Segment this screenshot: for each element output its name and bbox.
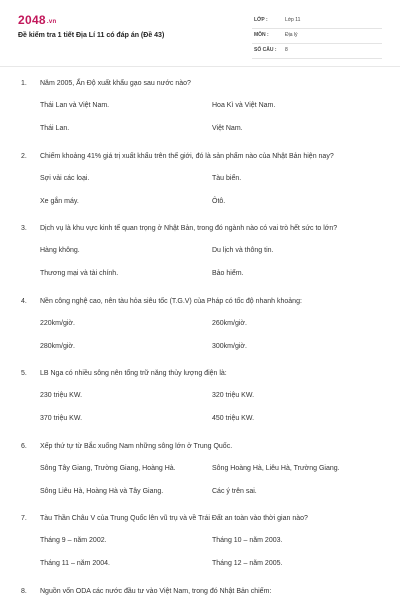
question-item xyxy=(0,588,400,600)
answer-option[interactable]: Tàu biển. xyxy=(212,174,242,182)
meta-value: 8 xyxy=(285,47,288,53)
question-text: LB Nga có nhiều sông nên tổng trữ năng thủy lượng điện là: xyxy=(40,370,227,377)
header xyxy=(0,0,400,62)
header-divider xyxy=(0,66,400,67)
answer-option[interactable]: Thái Lan. xyxy=(40,125,70,132)
answer-option[interactable]: 450 triệu KW. xyxy=(212,415,255,422)
question-text: Tàu Thần Châu V của Trung Quốc lên vũ trụ và về Trái Đất an toàn vào thời gian nào? xyxy=(40,515,308,522)
question-text: Chiếm khoảng 41% giá trị xuất khẩu trên thế giới, đó là sản phẩm nào của Nhật Bản hiện nay? xyxy=(40,152,334,160)
answer-option[interactable]: 260km/giờ. xyxy=(212,319,247,327)
question-number: 5. xyxy=(21,370,27,377)
meta-row-subject xyxy=(252,29,382,44)
question-text: Dịch vụ là khu vực kinh tế quan trọng ở Nhật Bản, trong đó ngành nào có vai trò hết sức to lớn? xyxy=(40,225,338,232)
answer-option[interactable]: Hoa Kì và Việt Nam. xyxy=(212,102,276,109)
answer-option[interactable]: Ôtô. xyxy=(212,197,226,205)
answer-option[interactable]: 230 triệu KW. xyxy=(40,392,83,399)
question-text: Năm 2005, Ấn Độ xuất khẩu gạo sau nước nào? xyxy=(40,80,191,87)
answer-option[interactable]: Hàng không. xyxy=(40,247,80,254)
meta-label: MÔN : xyxy=(254,32,269,38)
question-number: 2. xyxy=(21,152,27,160)
meta-table xyxy=(252,14,382,59)
answer-option[interactable]: 280km/giờ. xyxy=(40,342,75,350)
logo-suffix: .vn xyxy=(46,19,57,25)
meta-value: Địa lý xyxy=(285,32,298,38)
answer-option[interactable]: Sợi vải các loại. xyxy=(40,174,90,182)
answer-option[interactable]: Sông Liêu Hà, Hoàng Hà và Tây Giang. xyxy=(40,487,164,495)
question-number: 7. xyxy=(21,515,27,522)
answer-option[interactable]: Tháng 9 – năm 2002. xyxy=(40,537,107,544)
question-item xyxy=(0,298,400,371)
meta-label: SỐ CÂU : xyxy=(254,47,277,53)
answer-option[interactable]: Du lịch và thông tin. xyxy=(212,247,274,254)
answer-option[interactable]: Các ý trên sai. xyxy=(212,487,257,495)
question-item xyxy=(0,153,400,226)
meta-row-class xyxy=(252,14,382,29)
site-logo[interactable] xyxy=(18,13,56,27)
answer-option[interactable]: 370 triệu KW. xyxy=(40,415,83,422)
question-list xyxy=(0,80,400,600)
answer-option[interactable]: Thương mại và tài chính. xyxy=(40,270,119,277)
question-text: Nguồn vốn ODA các nước đầu tư vào Việt Nam, trong đó Nhật Bản chiếm: xyxy=(40,587,272,595)
question-number: 1. xyxy=(21,80,27,87)
question-text: Nền công nghệ cao, nên tàu hỏa siêu tốc (T.G.V) của Pháp có tốc độ nhanh khoảng: xyxy=(40,297,302,305)
question-item xyxy=(0,515,400,588)
answer-option[interactable]: Việt Nam. xyxy=(212,125,243,132)
question-item xyxy=(0,225,400,298)
answer-option[interactable]: 220km/giờ. xyxy=(40,319,75,327)
question-number: 8. xyxy=(21,587,27,595)
answer-option[interactable]: Tháng 10 – năm 2003. xyxy=(212,537,283,544)
question-item xyxy=(0,80,400,153)
logo-main: 2048 xyxy=(18,13,46,27)
answer-option[interactable]: Xe gắn máy. xyxy=(40,197,79,205)
answer-option[interactable]: Tháng 12 – năm 2005. xyxy=(212,560,283,567)
question-number: 3. xyxy=(21,225,27,232)
question-item xyxy=(0,370,400,443)
answer-option[interactable]: Tháng 11 – năm 2004. xyxy=(40,560,110,567)
meta-row-count xyxy=(252,44,382,59)
meta-value: Lớp 11 xyxy=(285,17,301,23)
question-item xyxy=(0,443,400,516)
meta-label: LỚP : xyxy=(254,17,268,23)
answer-option[interactable]: Sông Tây Giang, Trường Giang, Hoàng Hà. xyxy=(40,464,176,472)
answer-option[interactable]: 300km/giờ. xyxy=(212,342,247,350)
question-text: Xếp thứ tự từ Bắc xuống Nam những sông lớn ở Trung Quốc. xyxy=(40,442,233,450)
page-title: Đề kiểm tra 1 tiết Địa Lí 11 có đáp án (Đề 43) xyxy=(18,32,165,39)
answer-option[interactable]: Sông Hoàng Hà, Liêu Hà, Trường Giang. xyxy=(212,464,340,472)
answer-option[interactable]: Thái Lan và Việt Nam. xyxy=(40,102,110,109)
answer-option[interactable]: 320 triệu KW. xyxy=(212,392,255,399)
answer-option[interactable]: Bảo hiểm. xyxy=(212,270,244,277)
question-number: 6. xyxy=(21,442,27,450)
question-number: 4. xyxy=(21,297,27,305)
